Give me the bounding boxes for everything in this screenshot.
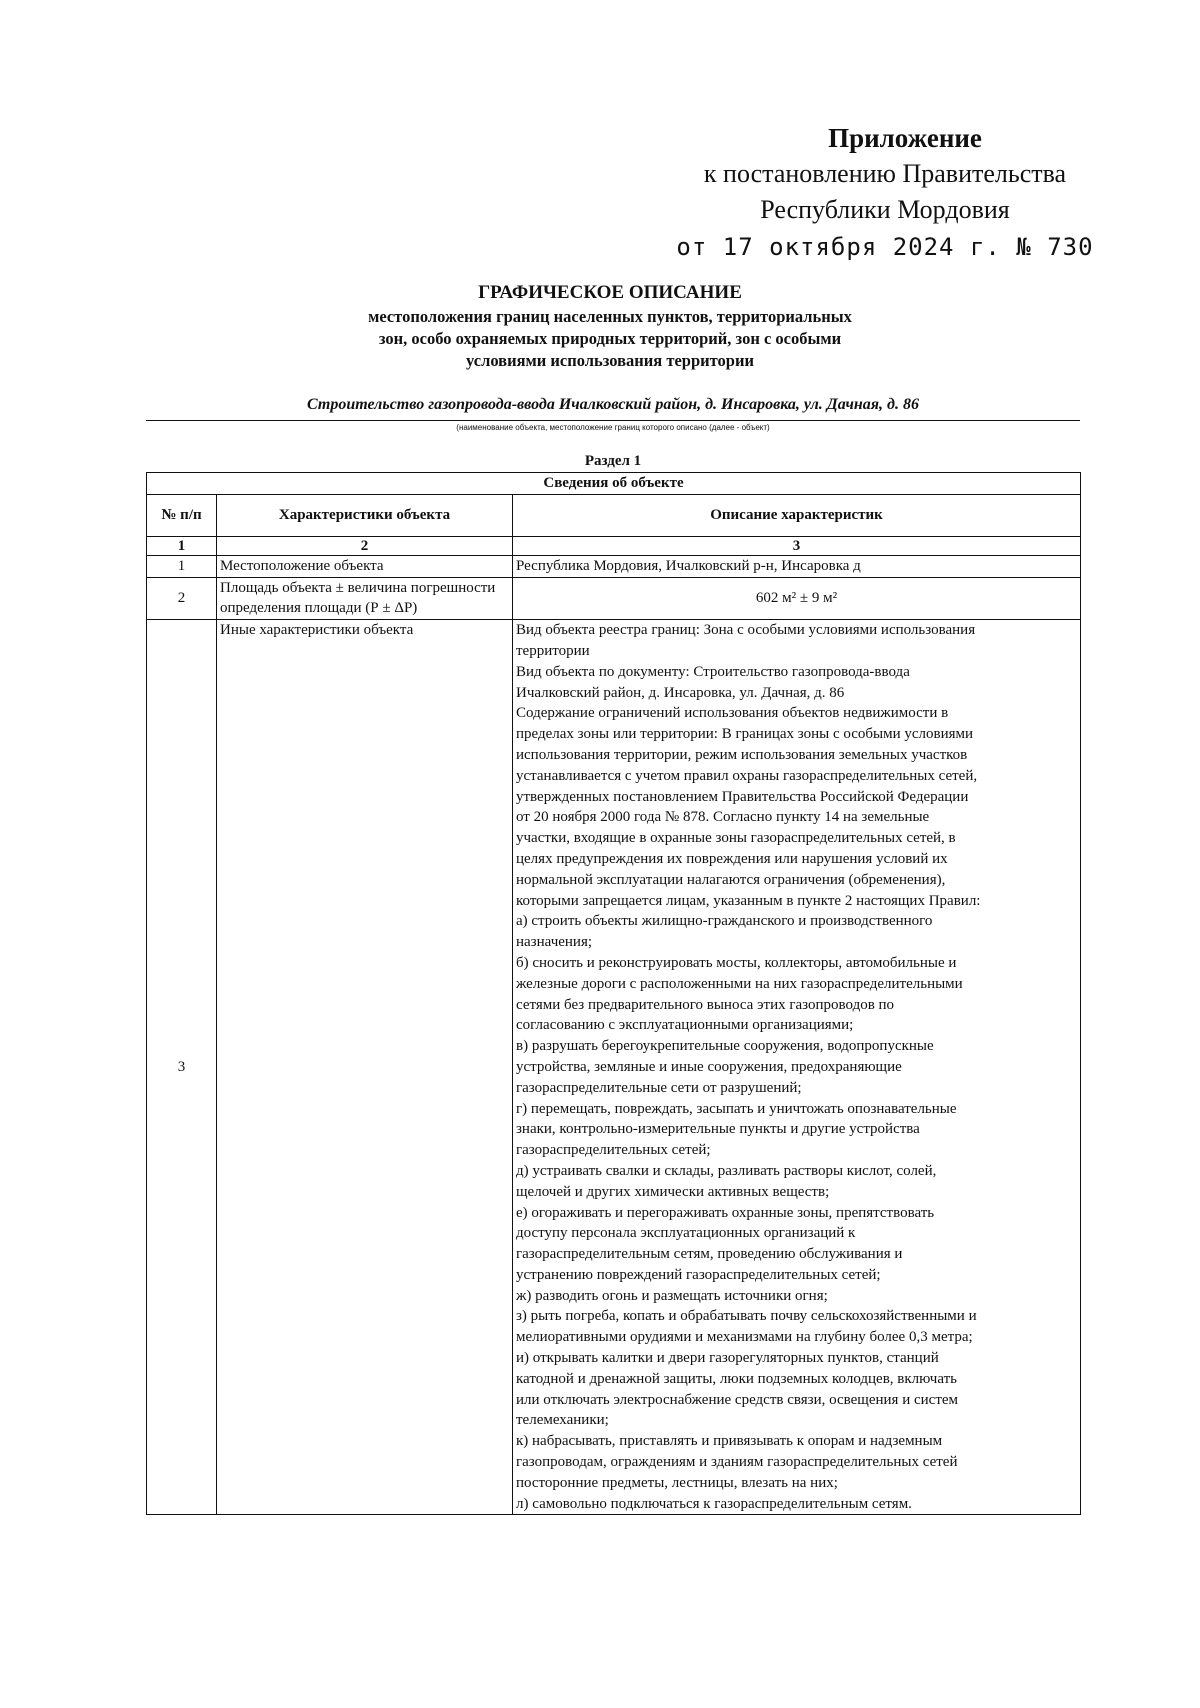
document-subtitle-line-3: условиями использования территории — [466, 351, 754, 370]
description-line: территории — [516, 642, 590, 659]
object-underline — [146, 420, 1080, 421]
description-line: посторонние предметы, лестницы, влезать на них; — [516, 1474, 838, 1491]
description-line: д) устраивать свалки и склады, разливать растворы кислот, солей, — [516, 1162, 937, 1179]
row-3-num: 3 — [147, 620, 217, 1515]
description-line: е) огораживать и перегораживать охранные зоны, препятствовать — [516, 1204, 935, 1221]
appendix-line-1: к постановлению Правительства — [703, 159, 1067, 188]
row-2-value: 602 м² ± 9 м² — [513, 577, 1081, 620]
table-row — [147, 620, 1081, 1515]
description-line: катодной и дренажной защиты, люки подземных колодцев, включать — [516, 1370, 957, 1387]
description-line: в) разрушать берегоукрепительные сооружения, водопропускные — [516, 1038, 934, 1055]
description-line: устройства, земляные и иные сооружения, предохраняющие — [516, 1058, 902, 1075]
header-characteristics: Характеристики объекта — [217, 494, 513, 536]
description-line: от 20 ноября 2000 года № 878. Согласно пункту 14 на земельные — [516, 809, 930, 826]
header-num: № п/п — [147, 494, 217, 536]
appendix-title: Приложение — [828, 123, 982, 153]
object-info-table — [146, 472, 1081, 1515]
description-line: телемеханики; — [516, 1412, 609, 1429]
description-line: пределах зоны или территории: В границах зоны с особыми условиями — [516, 726, 974, 743]
table-title: Сведения об объекте — [147, 473, 1081, 495]
section-title: Раздел 1 — [584, 453, 642, 469]
column-number-3: 3 — [513, 536, 1081, 555]
table-row — [147, 577, 1081, 620]
description-line: которыми запрещается лицам, указанным в пункте 2 настоящих Правил: — [516, 892, 981, 909]
row-1-value: Республика Мордовия, Ичалковский р-н, Инсаровка д — [513, 555, 1081, 577]
header-description: Описание характеристик — [513, 494, 1081, 536]
description-line: доступу персонала эксплуатационных организаций к — [516, 1225, 856, 1242]
description-line: а) строить объекты жилищно-гражданского и производственного — [516, 913, 933, 930]
description-line: газопроводам, ограждениям и зданиям газораспределительных сетей — [516, 1454, 958, 1471]
description-line: утвержденных постановлением Правительства Российской Федерации — [516, 788, 969, 805]
row-3-name: Иные характеристики объекта — [217, 620, 513, 1515]
appendix-date: от 17 октября 2024 г. № 730 — [676, 233, 1094, 261]
description-line: ж) разводить огонь и размещать источники огня; — [516, 1287, 828, 1304]
description-line: газораспределительных сетей; — [516, 1142, 711, 1159]
description-line: согласованию с эксплуатационными организациями; — [516, 1017, 854, 1034]
row-2-num: 2 — [147, 577, 217, 620]
description-line: г) перемещать, повреждать, засыпать и уничтожать опознавательные — [516, 1100, 957, 1117]
description-line: щелочей и других химически активных веществ; — [516, 1183, 830, 1200]
description-line: Вид объекта по документу: Строительство газопровода-ввода — [516, 663, 910, 680]
row-2-name: Площадь объекта ± величина погрешности определения площади (Р ± ΔР) — [217, 577, 513, 620]
document-subtitle-line-1: местоположения границ населенных пунктов, территориальных — [368, 307, 852, 326]
appendix-block — [670, 120, 1100, 266]
object-caption: (наименование объекта, местоположение границ которого описано (далее - объект) — [456, 423, 770, 432]
row-1-num: 1 — [147, 555, 217, 577]
document-heading — [290, 280, 930, 372]
description-line: з) рыть погреба, копать и обрабатывать почву сельскохозяйственными и — [516, 1308, 977, 1325]
row-3-value — [513, 620, 1081, 1515]
object-name: Строительство газопровода-ввода Ичалковский район, д. Инсаровка, ул. Дачная, д. 86 — [307, 396, 919, 413]
description-line: мелиоративными орудиями и механизмами на глубину более 0,3 метра; — [516, 1329, 973, 1346]
description-line: и) открывать калитки и двери газорегуляторных пунктов, станций — [516, 1350, 939, 1367]
document-title: ГРАФИЧЕСКОЕ ОПИСАНИЕ — [478, 282, 742, 303]
description-line: железные дороги с расположенными на них газораспределительными — [516, 975, 963, 992]
description-line: целях предупреждения их повреждения или нарушения условий их — [516, 850, 948, 867]
appendix-line-2: Республики Мордовия — [760, 195, 1010, 224]
description-line: участки, входящие в охранные зоны газораспределительных сетей, в — [516, 830, 956, 847]
description-line: знаки, контрольно-измерительные пункты и другие устройства — [516, 1121, 920, 1138]
description-line: б) сносить и реконструировать мосты, коллекторы, автомобильные и — [516, 954, 957, 971]
description-line: газораспределительным сетям, проведению обслуживания и — [516, 1246, 903, 1263]
document-subtitle-line-2: зон, особо охраняемых природных территорий, зон с особыми — [378, 329, 842, 348]
description-line: устранению повреждений газораспределительных сетей; — [516, 1266, 881, 1283]
description-line: к) набрасывать, приставлять и привязывать к опорам и надземным — [516, 1433, 943, 1450]
description-line: устанавливается с учетом правил охраны газораспределительных сетей, — [516, 767, 978, 784]
description-line: газораспределительные сети от разрушений; — [516, 1079, 802, 1096]
description-line: нормальной эксплуатации налагаются ограничения (обременения), — [516, 871, 946, 888]
description-line: сетями без предварительного выноса этих газопроводов по — [516, 996, 895, 1013]
column-number-1: 1 — [147, 536, 217, 555]
description-line: Ичалковский район, д. Инсаровка, ул. Дачная, д. 86 — [516, 684, 845, 701]
table-row — [147, 555, 1081, 577]
description-line: Содержание ограничений использования объектов недвижимости в — [516, 705, 949, 722]
description-line: назначения; — [516, 934, 593, 951]
row-1-name: Местоположение объекта — [217, 555, 513, 577]
description-line: или отключать электроснабжение средств связи, освещения и систем — [516, 1391, 959, 1408]
description-line: использования территории, режим использования земельных участков — [516, 746, 968, 763]
column-number-2: 2 — [217, 536, 513, 555]
description-line: Вид объекта реестра границ: Зона с особыми условиями использования — [516, 622, 976, 639]
description-line: л) самовольно подключаться к газораспределительным сетям. — [516, 1495, 912, 1512]
